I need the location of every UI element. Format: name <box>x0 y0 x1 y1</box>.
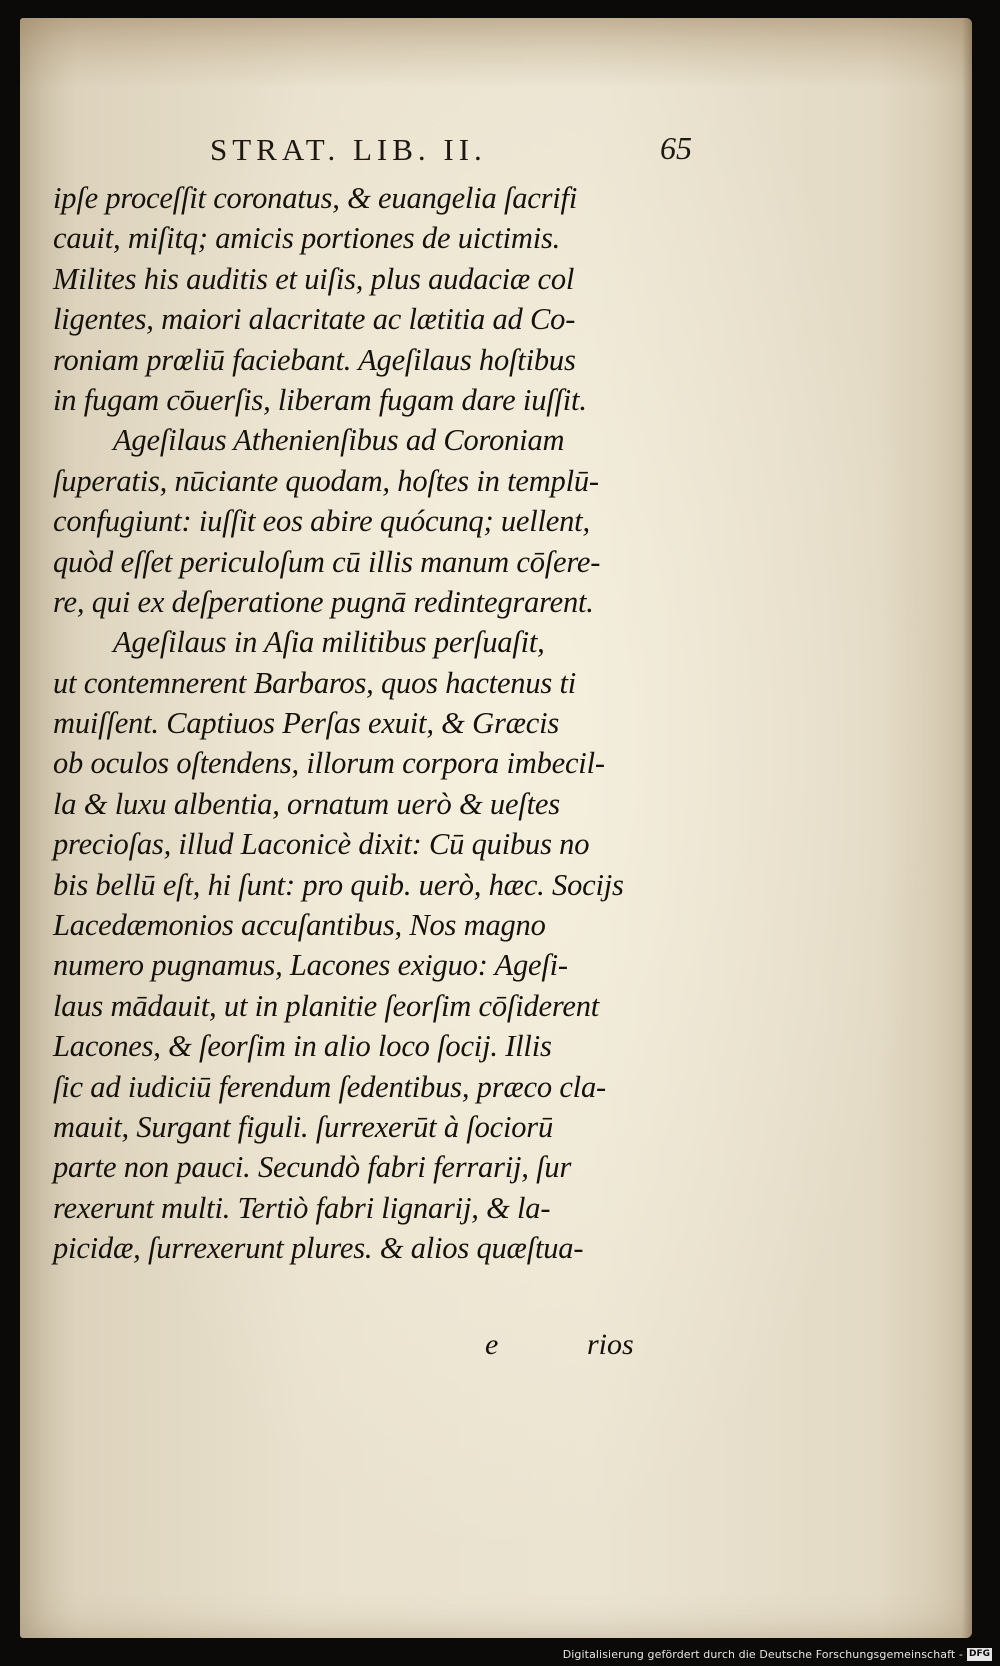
text-line: quòd eſſet periculoſum cū illis manum cōſere- <box>53 544 601 579</box>
book-page <box>20 18 972 1638</box>
running-head <box>60 122 700 174</box>
text-line: rexerunt multi. Tertiò fabri lignarij, & la- <box>53 1190 551 1225</box>
text-line: confugiunt: iuſſit eos abire quócunq; uellent, <box>53 504 590 539</box>
text-line: Ageſilaus Athenienſibus ad Coroniam <box>113 423 565 458</box>
text-line: ut contemnerent Barbaros, quos hactenus ti <box>53 665 577 700</box>
signature-mark: e <box>485 1328 499 1361</box>
text-line: muiſſent. Captiuos Perſas exuit, & Græcis <box>53 706 560 741</box>
text-line: Milites his auditis et uiſis, plus audaciæ col <box>53 261 575 296</box>
text-line: numero pugnamus, Lacones exiguo: Ageſi- <box>53 948 568 983</box>
running-title: STRAT. LIB. II. <box>210 132 487 167</box>
text-line: la & luxu albentia, ornatum uerò & ueſtes <box>53 786 560 821</box>
text-block <box>53 178 693 1269</box>
text-line: re, qui ex deſperatione pugnā redintegrarent. <box>53 584 594 619</box>
text-line: picidæ, ſurrexerunt plures. & alios quæſtua- <box>53 1231 584 1266</box>
credit-text: Digitalisierung gefördert durch die Deutsche Forschungsgemeinschaft - <box>562 1647 963 1661</box>
catchword-line <box>20 1328 720 1368</box>
digitization-credit <box>563 1645 992 1663</box>
text-line: cauit, miſitq; amicis portiones de uictimis. <box>53 221 561 256</box>
page-number: 65 <box>660 130 692 166</box>
text-line: bis bellū eſt, hi ſunt: pro quib. uerò, hæc. Socijs <box>53 867 624 902</box>
catchword: rios <box>587 1328 634 1361</box>
text-line: Lacones, & ſeorſim in alio loco ſocij. Illis <box>53 1029 552 1064</box>
text-line: Ageſilaus in Aſia militibus perſuaſit, <box>113 625 545 660</box>
text-line: parte non pauci. Secundò fabri ferrarij, ſur <box>53 1150 572 1185</box>
text-line: ipſe proceſſit coronatus, & euangelia ſacrifi <box>53 181 578 215</box>
page-edge <box>962 18 972 1638</box>
dfg-logo: DFG <box>968 1648 990 1659</box>
text-line: roniam prœliū faciebant. Ageſilaus hoſtibus <box>53 342 576 377</box>
text-line: in fugam cōuerſis, liberam fugam dare iuſſit. <box>53 382 587 417</box>
text-line: mauit, Surgant figuli. ſurrexerūt à ſociorū <box>53 1109 553 1144</box>
text-line: ſic ad iudiciū ferendum ſedentibus, præco cla- <box>53 1069 606 1104</box>
text-line: Lacedæmonios accuſantibus, Nos magno <box>53 908 546 943</box>
text-line: ob oculos oſtendens, illorum corpora imbecil- <box>53 746 605 781</box>
text-line: laus mādauit, ut in planitie ſeorſim cōſiderent <box>53 988 600 1023</box>
text-line: ſuperatis, nūciante quodam, hoſtes in templū- <box>53 463 599 498</box>
text-line: ligentes, maiori alacritate ac lætitia ad Co- <box>53 302 576 337</box>
text-line: precioſas, illud Laconicè dixit: Cū quibus no <box>53 827 590 862</box>
